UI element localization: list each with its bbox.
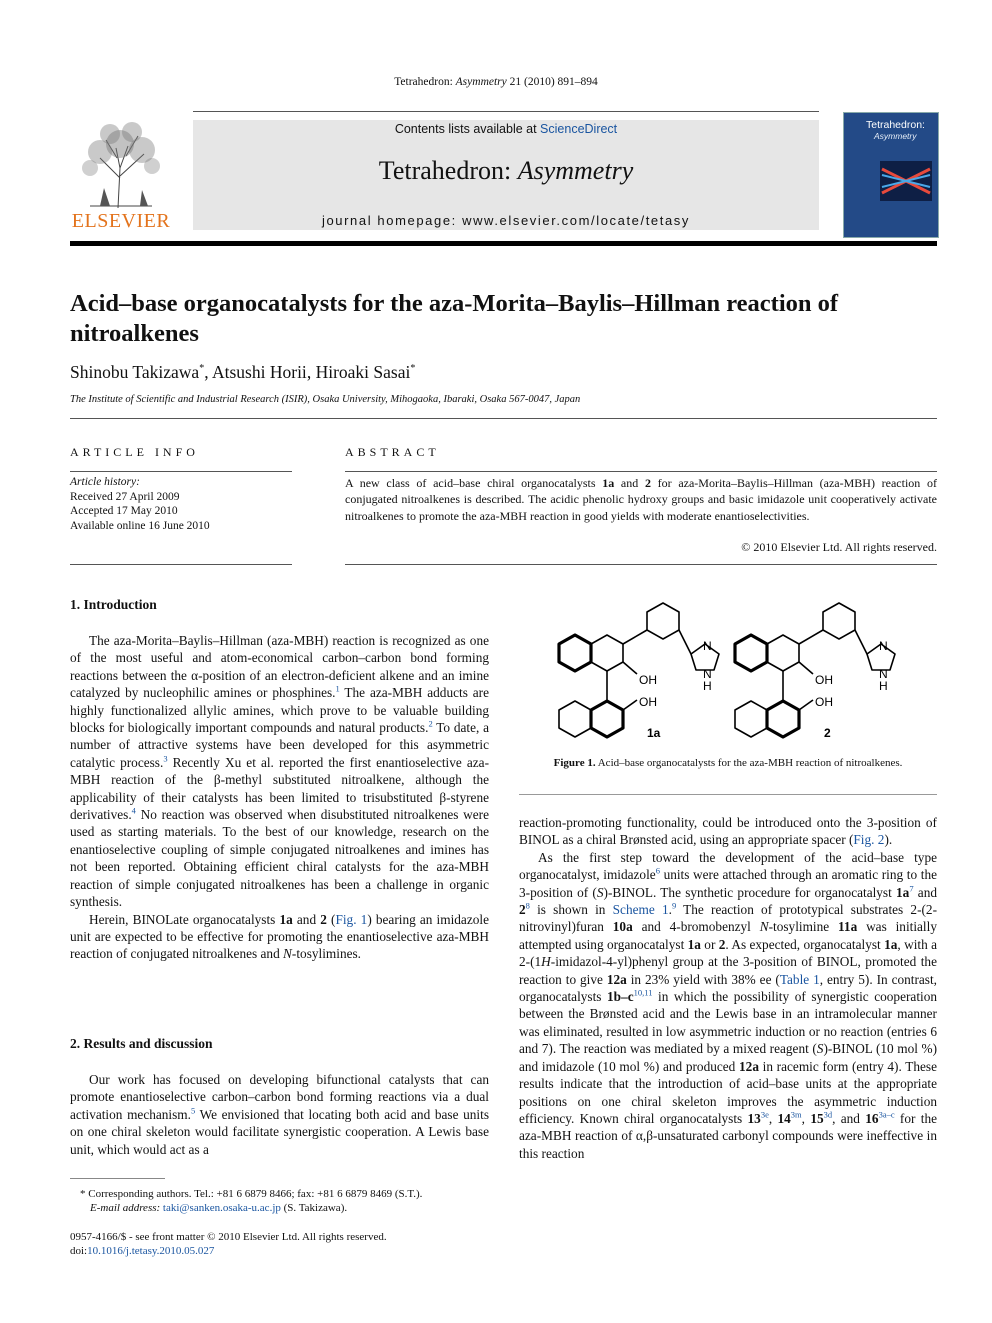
abstract-copyright: © 2010 Elsevier Ltd. All rights reserved.: [741, 540, 937, 554]
header-thick-rule: [70, 241, 937, 246]
table-link[interactable]: Table 1: [779, 971, 820, 987]
title-bottom-rule: [70, 418, 937, 419]
abstract-bottom-rule: [345, 564, 937, 565]
results-paragraph: reaction-promoting functionality, could be introduced onto the 3-position of BINOL as a chiral Brønsted acid, using an appropriate spacer (Fig. 2).: [519, 815, 937, 848]
reference-link[interactable]: 5: [190, 1105, 196, 1116]
abstract-heading: ABSTRACT: [345, 445, 440, 459]
results-paragraph: As the first step toward the development of the acid–base type organocatalyst, imidazole$^6$ units were attached through an aromatic ring to the 3-position of (S)-BINOL. The synthetic procedure for organocatalyst $1a^7$ and $2^8$ is shown in Scheme 1.$^9$ The reaction of prototypical substrates 2-(2-nitrovinyl)furan 10a and 4-bromobenzyl N-tosylimine 11a was initially attempted using organocatalyst 1a or 2. As expected, organocatalyst 1a, with a 2-(1H-imidazol-4-yl)phenyl group at the 3-position of BINOL, promoted the reaction to give 12a in 23% yield with 38% ee (Table 1, entry 5). In contrast, organocatalysts $1b-c^{10,11}$ in which the possibility of synergistic cooperation between the Brønsted acid and the Lewis base in an intramolecular manner was eliminated, resulted in low asymmetric induction or no reaction (entries 6 and 7). The reaction was mediated by a mixed reagent (S)-BINOL (10 mol %) and imidazole (10 mol %) and produced 12a in racemic form (entry 4). These results indicate that the introduction of acid–base units at the appropriate positions on one chiral skeleton improves the asymmetric induction efficiency. Known chiral organocatalysts $13^{3e}$, $14^{3m}$, $15^{3d}$, and $16^{3a-c}$ for the aza-MBH reaction of α,β-unsaturated carbonyl compounds were ineffective in this reaction: [519, 849, 938, 1161]
elsevier-tree-icon: [70, 118, 172, 210]
introduction-text: [70, 632, 489, 963]
article-title: Acid–base organocatalysts for the aza-Morita–Baylis–Hillman reaction of nitroalkenes: [70, 290, 839, 347]
journal-citation: Tetrahedron: Asymmetry 21 (2010) 891–894: [394, 76, 598, 88]
journal-title: Tetrahedron: Asymmetry: [378, 156, 634, 185]
right-column-text: [519, 814, 937, 1162]
label-oh: OH: [639, 673, 657, 687]
section-heading-results: 2. Results and discussion: [70, 1036, 213, 1051]
contents-line: Contents lists available at ScienceDirect: [394, 122, 618, 136]
label-oh: OH: [815, 695, 833, 709]
intro-paragraph: The aza-Morita–Baylis–Hillman (aza-MBH) reaction is recognized as one of the most useful and atom-economical carbon–carbon bond forming reactions between the α-position of an electron-deficient alkene and an imine catalyzed by nucleophilic amines or phosphines.$^1$ The aza-MBH adducts are highly functionalized allylic amines, which prove to be valuable building blocks for biologically important compounds and natural products.$^2$ To date, a number of attractive systems have been developed for this asymmetric catalytic process.$^3$ Recently Xu et al. reported the first enantioselective aza-MBH reaction of the β-methyl substituted nitroalkene, although the applicability of their catalysts has been limited to trisubstituted β-styrene derivatives.$^4$ No reaction was observed when disubstituted nitroalkenes were used as starting materials. To the best of our knowledge, research on the enantioselective coupling of simple conjugated nitroalkenes and imines has not been reported. Obtaining efficient chiral catalysts for the aza-MBH reaction of simple conjugated nitroalkenes has been a challenge in organic synthesis.: [70, 633, 489, 910]
publisher-name: ELSEVIER: [71, 210, 171, 232]
label-n: N: [879, 667, 888, 681]
corresponding-footnote: * Corresponding authors. Tel.: +81 6 6879 8466; fax: +81 6 6879 8469 (S.T.). E-mail address: taki@sanken.osaka-u.ac.jp (S. Takizawa).: [80, 1188, 423, 1214]
author-name[interactable]: Atsushi Horii: [212, 362, 307, 382]
reference-link[interactable]: 9: [671, 900, 677, 911]
compound-label-2: 2: [824, 726, 831, 740]
compound-label-1a: 1a: [647, 726, 661, 740]
reference-link[interactable]: 6: [655, 865, 660, 876]
journal-homepage-link[interactable]: journal homepage: www.elsevier.com/locate/tetasy: [321, 213, 690, 228]
figure-caption: Figure 1. Acid–base organocatalysts for the aza-MBH reaction of nitroalkenes.: [553, 757, 903, 769]
reference-link[interactable]: 2: [428, 718, 433, 729]
reference-link[interactable]: 3d: [823, 1109, 833, 1120]
results-text: [70, 1071, 489, 1158]
label-n: N: [703, 639, 712, 653]
reference-link[interactable]: 4: [131, 805, 136, 816]
cover-title: Tetrahedron:: [866, 119, 925, 131]
label-h: H: [703, 679, 712, 693]
journal-cover[interactable]: [843, 112, 939, 238]
reference-link[interactable]: 1: [335, 683, 340, 694]
article-info-heading: ARTICLE INFO: [70, 445, 199, 459]
intro-paragraph: Herein, BINOLate organocatalysts 1a and 2 (Fig. 1) bearing an imidazole unit are expected to be effective for promoting the enantioselective aza-MBH reaction of conjugated nitroalkenes and N-tosylimines.: [70, 911, 489, 962]
figure-link[interactable]: Fig. 2: [853, 832, 885, 848]
journal-banner: [193, 120, 819, 230]
cover-subtitle: Asymmetry: [874, 131, 917, 141]
cover-graphic-icon: [880, 161, 932, 201]
reference-link[interactable]: 7: [909, 883, 914, 894]
label-oh: OH: [639, 695, 657, 709]
reference-link[interactable]: 3a–c: [878, 1109, 895, 1120]
results-paragraph: Our work has focused on developing bifunctional catalysts that can promote enantioselective carbon–carbon bond forming reactions via a dual activation mechanism.$^5$ We envisioned that locating both acid and base units on one chiral skeleton would facilitate synergistic cooperation. A Lewis base unit, which would act as a: [70, 1072, 489, 1157]
issn-line: 0957-4166/$ - see front matter © 2010 Elsevier Ltd. All rights reserved. doi:10.1016/j.tetasy.2010.05.027: [70, 1231, 387, 1257]
label-oh: OH: [815, 673, 833, 687]
reference-link[interactable]: 3m: [790, 1109, 802, 1120]
abstract-rule: [345, 471, 937, 472]
footnote-rule: [70, 1178, 165, 1179]
article-history: Article history: Received 27 April 2009 Accepted 17 May 2010 Available online 16 June 2010: [70, 476, 210, 532]
author-list: Shinobu Takizawa*, Atsushi Horii, Hiroaki Sasai*: [70, 362, 416, 382]
article-info-rule: [70, 471, 292, 472]
reference-link[interactable]: 3: [163, 753, 168, 764]
abstract-text: A new class of acid–base chiral organocatalysts 1a and 2 for aza-Morita–Baylis–Hillman (aza-MBH) reaction of conjugated nitroalkenes is described. The acidic phenolic hydroxy groups and basic imidazole unit cooperatively activate nitroalkenes to promote the aza-MBH reaction in good yields with moderate enantioselectivities.: [345, 476, 937, 523]
scheme-link[interactable]: Scheme 1: [612, 902, 669, 918]
author-name[interactable]: Hiroaki Sasai: [315, 362, 411, 382]
label-h: H: [879, 679, 888, 693]
reference-link[interactable]: 3e: [760, 1109, 769, 1120]
doi-link[interactable]: 10.1016/j.tetasy.2010.05.027: [87, 1245, 215, 1257]
structure-labels: [639, 639, 888, 740]
reference-link[interactable]: 8: [525, 900, 530, 911]
banner-top-rule: [193, 111, 819, 112]
elsevier-logo[interactable]: [70, 118, 172, 210]
email-link[interactable]: taki@sanken.osaka-u.ac.jp: [162, 1202, 281, 1214]
label-n: N: [703, 667, 712, 681]
figure-1-structures: [519, 598, 937, 750]
sciencedirect-link[interactable]: ScienceDirect: [540, 122, 618, 136]
author-name[interactable]: Shinobu Takizawa: [70, 362, 200, 382]
article-info-bottom-rule: [70, 564, 292, 565]
affiliation: The Institute of Scientific and Industrial Research (ISIR), Osaka University, Mihogaoka, Ibaraki, Osaka 567-0047, Japan: [70, 394, 581, 405]
label-n: N: [879, 639, 888, 653]
catalyst-structures-graphic: [519, 598, 937, 750]
figure-link[interactable]: Fig. 1: [335, 911, 368, 927]
reference-link[interactable]: 10,11: [633, 987, 653, 998]
figure-bottom-rule: [519, 794, 937, 795]
section-heading-introduction: 1. Introduction: [70, 597, 157, 612]
